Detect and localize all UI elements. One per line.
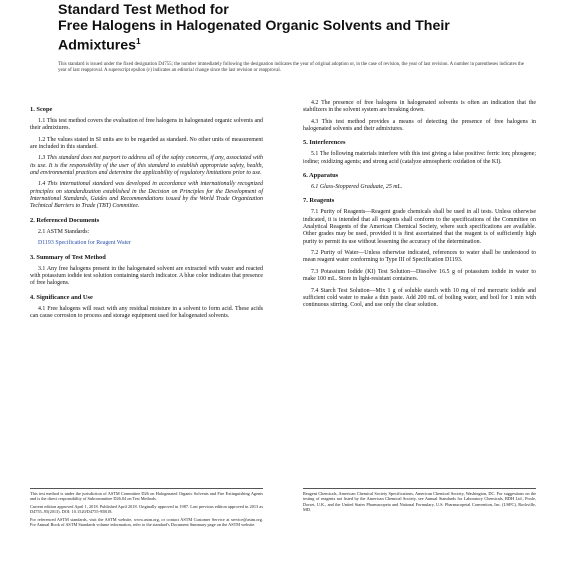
paragraph-4-3: 4.3 This test method provides a means of detecting the presence of free halogens in halogenated solvents and their admixtures. (303, 118, 536, 133)
paragraph-1-4: 1.4 This international standard was developed in accordance with internationally recognized principles on standardization established in the Decision on Principles for the Development of International Standards, Guides and Recommendations issued by the World Trade Organization Technical Barriers to Trade (TBT) Committee. (30, 181, 263, 210)
reference-title-link[interactable]: Specification for Reagent Water (55, 240, 131, 247)
section-heading-interferences: 5. Interferences (303, 139, 346, 147)
footnotes-right (303, 488, 536, 515)
paragraph-7-2: 7.2 Purity of Water—Unless otherwise indicated, references to water shall be understood to mean reagent water conforming to Type III of Specification D1193. (303, 250, 536, 264)
section-heading-referenced-documents: 2. Referenced Documents (30, 216, 100, 224)
reference-code-link[interactable]: D1193 (38, 240, 54, 247)
paragraph-5-1: 5.1 The following materials interfere with this test giving a false positive: ferric ion; phosgene; iodine; oxidizing agents; and strong acid (catalyze atmospheric oxidation of the KI). (303, 151, 536, 165)
document-title (58, 2, 518, 54)
left-column (30, 100, 263, 324)
title-line-3-text: Admixtures (58, 37, 137, 54)
paragraph-6-1: 6.1 Glass-Stoppered Graduate, 25 mL. (311, 184, 403, 191)
paragraph-7-4: 7.4 Starch Test Solution—Mix 1 g of soluble starch with 10 mg of red mercuric iodide and sufficient cold water to make a thin paste. Add 200 mL of boiling water, and boil for 1 min with continuous stirring. Cool, and use only the clear solution. (303, 287, 536, 309)
title-line-3 (58, 34, 518, 54)
title-footnote-mark: 1 (136, 37, 141, 46)
footnotes-left (30, 488, 263, 529)
footnote-1: This test method is under the jurisdiction of ASTM Committee D26 on Halogenated Organic Solvents and Fire Extinguishing Agents and is the direct responsibility of Subcommittee D26.04 on Test Methods. (30, 491, 263, 502)
section-heading-reagents: 7. Reagents (303, 197, 335, 205)
paragraph-7-1: 7.1 Purity of Reagents—Reagent grade chemicals shall be used in all tests. Unless otherwise indicated, it is intended that all reagents shall conform to the specifications of the Committee on Analytical Reagents of the American Chemical Society, where such specifications are available. Other grades may be used, provided it is first ascertained that the reagent is of sufficiently high purity to permit its use without lessening the accuracy of the determination. (303, 209, 536, 245)
footnote-3: For referenced ASTM standards, visit the ASTM website, www.astm.org, or contact ASTM Customer Service at service@astm.org. For Annual Book of ASTM Standards volume information, refer to the standard's Document Summary page on the ASTM website. (30, 516, 263, 528)
paragraph-1-2: 1.2 The values stated in SI units are to be regarded as standard. No other units of measurement are included in this standard. (30, 136, 263, 151)
footnote-4: Reagent Chemicals, American Chemical Society Specifications, American Chemical Society, Washington, DC. For suggestions on the testing of reagents not listed by the American Chemical Society, see Annual Standards for Laboratory Chemicals, BDH Ltd., Poole, Dorset, U.K., and the United States Pharmacopeia and National Formulary, U.S. Pharmacopeial Convention, Inc. (USPC), Rockville, MD. (303, 491, 536, 513)
paragraph-1-3: 1.3 This standard does not purport to address all of the safety concerns, if any, associated with its use. It is the responsibility of the user of this standard to establish appropriate safety, health, and environmental practices and determine the applicability of regulatory limitations prior to use. (30, 155, 263, 177)
title-line-1: Standard Test Method for (58, 2, 229, 18)
title-line-2: Free Halogens in Halogenated Organic Solvents and Their (58, 18, 450, 34)
footnote-2: Current edition approved April 1, 2018. Published April 2018. Originally approved in 1987. Last previous edition approved in 2013 as D4755–95(2013). DOI: 10.1520/D4755-95R18. (30, 503, 263, 515)
right-column (303, 100, 536, 314)
paragraph-2-1: 2.1 ASTM Standards: (38, 228, 90, 235)
reference-entry (38, 240, 263, 247)
paragraph-1-1: 1.1 This test method covers the evaluation of free halogens in halogenated organic solvents and their admixtures. (30, 118, 263, 132)
section-heading-scope: 1. Scope (30, 106, 53, 113)
paragraph-7-3: 7.3 Potassium Iodide (KI) Test Solution—Dissolve 16.5 g of potassium iodide in water to make 100 mL. Store in light-resistant containers. (303, 268, 536, 283)
paragraph-4-1: 4.1 Free halogens will react with any residual moisture in a solvent to form acid. These acids can cause corrosion to process and storage equipment used for halogenated solvents. (30, 305, 263, 319)
paragraph-3-1: 3.1 Any free halogens present in the halogenated solvent are extracted with water and reacted with potassium iodide test solution containing starch indicator. A blue color indicates that presence of free halogens. (30, 265, 263, 287)
section-heading-significance: 4. Significance and Use (30, 293, 93, 301)
section-heading-apparatus: 6. Apparatus (303, 172, 339, 180)
paragraph-4-2: 4.2 The presence of free halogens in halogenated solvents is often an indication that the stabilizers in the solvent system are breaking down. (303, 100, 536, 114)
section-heading-summary: 3. Summary of Test Method (30, 253, 106, 261)
designation-notice: This standard is issued under the fixed designation D4755; the number immediately following the designation indicates the year of original adoption or, in the case of revision, the year of last revision. A number in parentheses indicates the year of last reapproval. A superscript epsilon (ε) indicates an editorial change since the last revision or reapproval. (58, 62, 524, 74)
